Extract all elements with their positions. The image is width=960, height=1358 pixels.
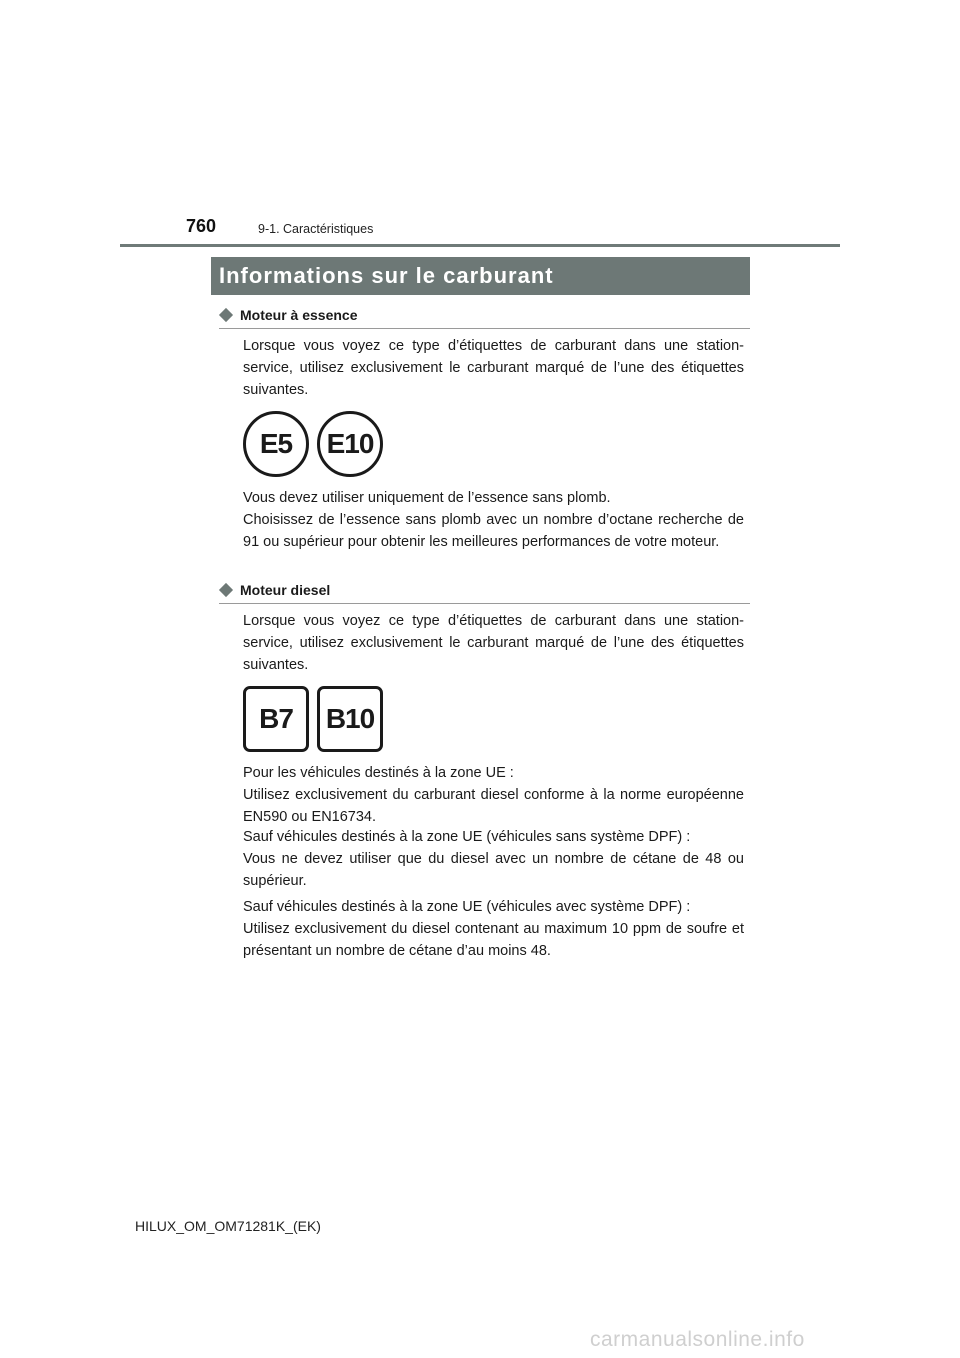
section-title-bar: Informations sur le carburant xyxy=(211,257,750,295)
subheading-diesel-label: Moteur diesel xyxy=(240,582,331,598)
petrol-note-1: Vous devez utiliser uniquement de l’essence sans plomb. xyxy=(243,490,611,506)
diesel-eu-heading: Pour les véhicules destinés à la zone UE : xyxy=(243,765,514,781)
diamond-bullet-icon xyxy=(219,583,233,597)
diesel-no-dpf-text: Vous ne devez utiliser que du diesel avec un nombre de cétane de 48 ou supérieur. xyxy=(243,851,744,889)
subheading-diesel xyxy=(219,582,750,604)
watermark: carmanualsonline.info xyxy=(590,1328,805,1351)
footer-document-code: HILUX_OM_OM71281K_(EK) xyxy=(135,1218,321,1234)
petrol-fuel-labels xyxy=(243,411,383,477)
diesel-dpf-text: Utilisez exclusivement du diesel contenant au maximum 10 ppm de soufre et présentant un nombre de cétane d’au moins 48. xyxy=(243,921,744,959)
fuel-label-e5-icon: E5 xyxy=(243,411,309,477)
diesel-fuel-labels xyxy=(243,686,383,752)
subheading-petrol xyxy=(219,307,750,329)
header-divider xyxy=(120,244,840,247)
petrol-intro: Lorsque vous voyez ce type d’étiquettes de carburant dans une station-service, utilisez exclusivement le carburant marqué de l’une des étiquettes suivantes. xyxy=(243,338,744,398)
diesel-no-dpf-notes xyxy=(243,826,744,892)
subheading-petrol-label: Moteur à essence xyxy=(240,307,358,323)
fuel-label-b10-icon: B10 xyxy=(317,686,383,752)
fuel-label-b7-icon: B7 xyxy=(243,686,309,752)
diesel-eu-text: Utilisez exclusivement du carburant diesel conforme à la norme européenne EN590 ou EN16734. xyxy=(243,787,744,825)
petrol-note-2: Choisissez de l’essence sans plomb avec un nombre d’octane recherche de 91 ou supérieur pour obtenir les meilleures performances de votre moteur. xyxy=(243,512,744,550)
diesel-eu-notes xyxy=(243,762,744,828)
diesel-dpf-notes xyxy=(243,896,744,962)
chapter-title: 9-1. Caractéristiques xyxy=(258,222,374,236)
diamond-bullet-icon xyxy=(219,308,233,322)
diesel-dpf-heading: Sauf véhicules destinés à la zone UE (véhicules avec système DPF) : xyxy=(243,899,691,915)
page-number: 760 xyxy=(186,216,217,236)
diesel-intro: Lorsque vous voyez ce type d’étiquettes de carburant dans une station-service, utilisez exclusivement le carburant marqué de l’une des étiquettes suivantes. xyxy=(243,613,744,673)
diesel-no-dpf-heading: Sauf véhicules destinés à la zone UE (véhicules sans système DPF) : xyxy=(243,829,691,845)
fuel-label-e10-icon: E10 xyxy=(317,411,383,477)
petrol-notes xyxy=(243,487,744,553)
